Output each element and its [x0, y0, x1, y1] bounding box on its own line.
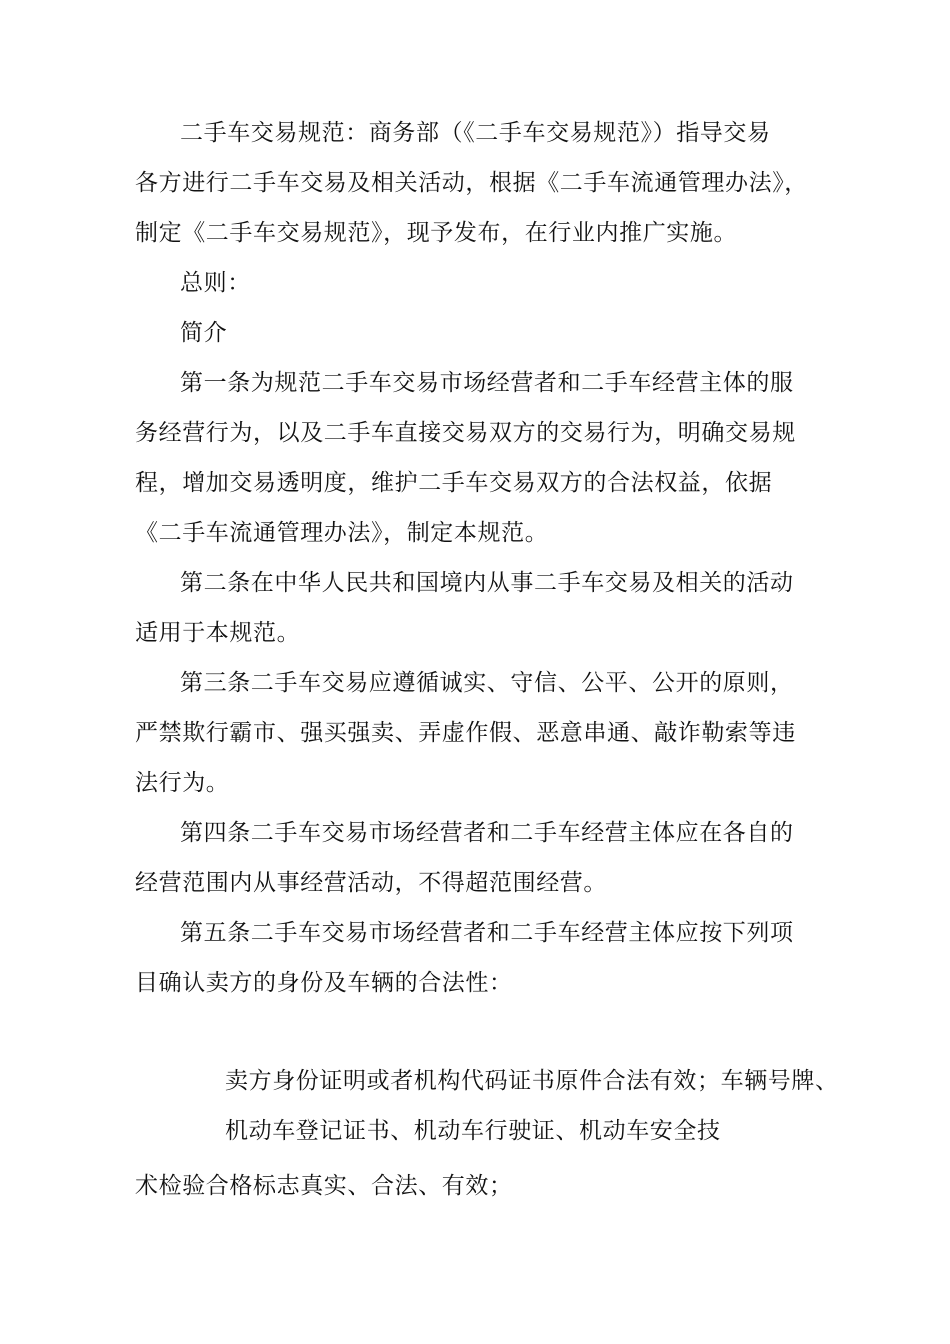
article-1-line-1: 第一条为规范二手车交易市场经营者和二手车经营主体的服: [180, 370, 794, 396]
article-1-line-2: 务经营行为，以及二手车直接交易双方的交易行为，明确交易规: [135, 420, 796, 446]
article-4-line-2: 经营范围内从事经营活动，不得超范围经营。: [135, 870, 607, 896]
article-1-line-3: 程，增加交易透明度，维护二手车交易双方的合法权益，依据: [135, 470, 773, 496]
heading-general: 总则：: [180, 270, 251, 296]
paragraph-intro-line-3: 制定《二手车交易规范》，现予发布，在行业内推广实施。: [135, 220, 738, 246]
article-5-line-2: 目确认卖方的身份及车辆的合法性：: [135, 970, 513, 996]
heading-brief: 简介: [180, 320, 228, 346]
article-2-line-1: 第二条在中华人民共和国境内从事二手车交易及相关的活动: [180, 570, 794, 596]
item-1-line-1: 卖方身份证明或者机构代码证书原件合法有效；车辆号牌、: [225, 1068, 839, 1094]
article-1-line-4: 《二手车流通管理办法》，制定本规范。: [135, 520, 549, 546]
article-3-line-1: 第三条二手车交易应遵循诚实、守信、公平、公开的原则，: [180, 670, 794, 696]
article-3-line-2: 严禁欺行霸市、强买强卖、弄虚作假、恶意串通、敲诈勒索等违: [135, 720, 796, 746]
article-5-line-1: 第五条二手车交易市场经营者和二手车经营主体应按下列项: [180, 920, 794, 946]
article-3-line-3: 法行为。: [135, 770, 230, 796]
paragraph-intro-line-1: 二手车交易规范：商务部（《二手车交易规范》）指导交易: [180, 120, 771, 146]
article-4-line-1: 第四条二手车交易市场经营者和二手车经营主体应在各自的: [180, 820, 794, 846]
article-2-line-2: 适用于本规范。: [135, 620, 301, 646]
item-1-line-2: 机动车登记证书、机动车行驶证、机动车安全技: [225, 1118, 721, 1144]
paragraph-intro-line-2: 各方进行二手车交易及相关活动，根据《二手车流通管理办法》，: [135, 170, 808, 196]
item-1-line-3: 术检验合格标志真实、合法、有效；: [135, 1173, 513, 1199]
